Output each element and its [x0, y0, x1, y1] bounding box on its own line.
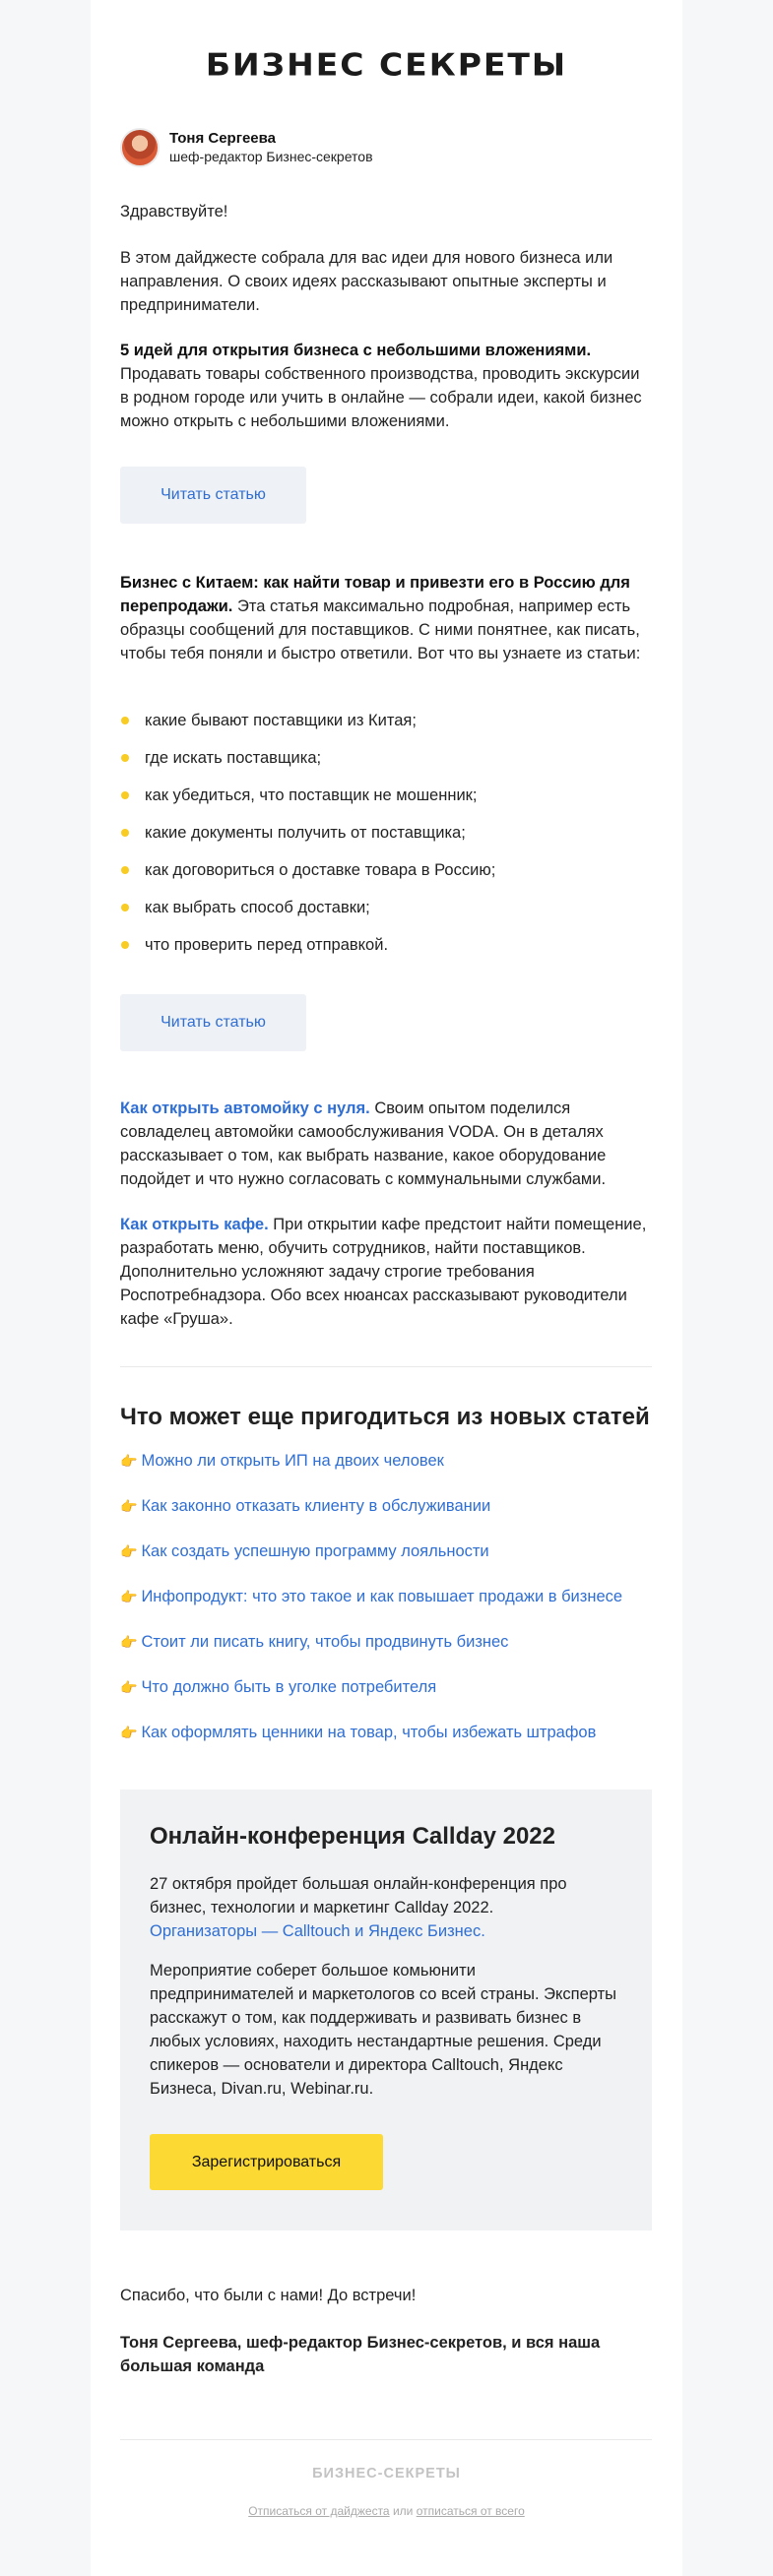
author-name: Тоня Сергеева — [169, 130, 276, 147]
bullet-dot-icon — [121, 717, 129, 724]
more-articles-title: Что может еще пригодиться из новых статей — [120, 1404, 650, 1430]
more-article-link[interactable]: 👉 Как оформлять ценники на товар, чтобы избежать штрафов — [120, 1721, 672, 1766]
article3-text: Своим опытом поделился совладелец автомойки самообслуживания VODA. Он в деталях рассказывает о том, как выбрать название, какое оборудование подойдет и что нужно согласовать с коммунальными службами. — [120, 1100, 607, 1188]
bullet-dot-icon — [121, 754, 129, 762]
list-item: какие бывают поставщики из Китая; — [120, 709, 652, 746]
closing-thanks: Спасибо, что были с нами! До встречи! — [120, 2287, 417, 2304]
pointing-hand-icon: 👉 — [120, 1725, 138, 1740]
intro-text: В этом дайджесте собрала для вас идеи для нового бизнеса или направления. О своих идеях рассказывают опытные эксперты и предприниматели. — [120, 249, 613, 314]
unsubscribe-line: Отписаться от дайджеста или отписаться от всего — [248, 2504, 525, 2518]
bullet-dot-icon — [121, 829, 129, 837]
pointing-hand-icon: 👉 — [120, 1634, 138, 1650]
list-item: как убедиться, что поставщик не мошенник; — [120, 784, 652, 821]
pointing-hand-icon: 👉 — [120, 1589, 138, 1604]
pointing-hand-icon: 👉 — [120, 1679, 138, 1695]
more-article-link[interactable]: 👉 Стоит ли писать книгу, чтобы продвинуть бизнес — [120, 1630, 672, 1675]
list-item: что проверить перед отправкой. — [120, 933, 652, 971]
author-role: шеф-редактор Бизнес-секретов — [169, 149, 373, 164]
divider — [120, 2439, 652, 2440]
article1-block — [120, 339, 652, 433]
more-articles-list — [120, 1449, 672, 1766]
article2-bullet-list — [120, 709, 652, 971]
unsubscribe-digest-link[interactable]: Отписаться от дайджеста — [248, 2504, 390, 2518]
bullet-dot-icon — [121, 904, 129, 911]
list-item: как выбрать способ доставки; — [120, 896, 652, 933]
conference-promo — [120, 1790, 652, 2230]
list-item: где искать поставщика; — [120, 746, 652, 784]
promo-title: Онлайн-конференция Callday 2022 — [150, 1823, 555, 1850]
bullet-dot-icon — [121, 941, 129, 949]
article4-text: При открытии кафе предстоит найти помещение, разработать меню, обучить сотрудников, найти поставщиков. Дополнительно усложняют задачу строгие требования Роспотребнадзора. Обо всех нюансах рассказывают руководители кафе «Груша». — [120, 1216, 647, 1328]
pointing-hand-icon: 👉 — [120, 1453, 138, 1469]
promo-text-1: 27 октября пройдет большая онлайн-конференция про бизнес, технологии и маркетинг Callday 2022. Организаторы — Calltouch и Яндекс Бизнес. — [150, 1875, 567, 1940]
divider — [120, 1366, 652, 1367]
email-card — [91, 0, 682, 2576]
closing-signature: Тоня Сергеева, шеф-редактор Бизнес-секретов, и вся наша большая команда — [120, 2334, 601, 2375]
avatar — [120, 128, 160, 167]
greeting: Здравствуйте! — [120, 203, 228, 220]
more-article-link[interactable]: 👉 Как создать успешную программу лояльности — [120, 1539, 672, 1585]
article3-link[interactable]: Как открыть автомойку с нуля. — [120, 1100, 370, 1117]
article3-block — [120, 1097, 652, 1191]
more-article-link[interactable]: 👉 Что должно быть в уголке потребителя — [120, 1675, 672, 1721]
footer-logo[interactable]: БИЗНЕС-СЕКРЕТЫ — [312, 2466, 461, 2482]
more-article-link[interactable]: 👉 Как законно отказать клиенту в обслуживании — [120, 1494, 672, 1539]
article4-link[interactable]: Как открыть кафе. — [120, 1216, 269, 1233]
read-article-button-2[interactable]: Читать статью — [120, 994, 306, 1051]
article1-title: 5 идей для открытия бизнеса с небольшими вложениями. — [120, 342, 592, 359]
promo-organizers-link[interactable]: Организаторы — Calltouch и Яндекс Бизнес. — [150, 1922, 485, 1940]
list-item: какие документы получить от поставщика; — [120, 821, 652, 858]
read-article-button-1[interactable]: Читать статью — [120, 467, 306, 524]
article1-text: Продавать товары собственного производства, проводить экскурсии в родном городе или учить в онлайне — собрали идеи, какой бизнес можно открыть с небольшими вложениями. — [120, 365, 642, 430]
brand-logo[interactable]: БИЗНЕС СЕКРЕТЫ — [205, 45, 568, 84]
promo-text-2: Мероприятие соберет большое комьюнити предпринимателей и маркетологов со всей страны. Эксперты расскажут о том, как поддерживать и развивать бизнес в любых условиях, находить нестандартные решения. Среди спикеров — основатели и директора Calltouch, Яндекс Бизнеса, Divan.ru, Webinar.ru. — [150, 1962, 617, 2098]
author-block — [120, 128, 373, 167]
article2-text: Эта статья максимально подробная, например есть образцы сообщений для поставщиков. С ними понятнее, как писать, чтобы тебя поняли и быстро ответили. Вот что вы узнаете из статьи: — [120, 597, 641, 662]
more-article-link[interactable]: 👉 Инфопродукт: что это такое и как повышает продажи в бизнесе — [120, 1585, 672, 1630]
article2-block — [120, 571, 652, 665]
more-article-link[interactable]: 👉 Можно ли открыть ИП на двоих человек — [120, 1449, 672, 1494]
article4-block — [120, 1213, 652, 1331]
article2-title: Бизнес с Китаем: как найти товар и привезти его в Россию для перепродажи. — [120, 574, 630, 615]
list-item: как договориться о доставке товара в Россию; — [120, 858, 652, 896]
bullet-dot-icon — [121, 866, 129, 874]
pointing-hand-icon: 👉 — [120, 1498, 138, 1514]
pointing-hand-icon: 👉 — [120, 1543, 138, 1559]
register-button[interactable]: Зарегистрироваться — [150, 2134, 383, 2190]
unsubscribe-all-link[interactable]: отписаться от всего — [416, 2504, 525, 2518]
bullet-dot-icon — [121, 791, 129, 799]
